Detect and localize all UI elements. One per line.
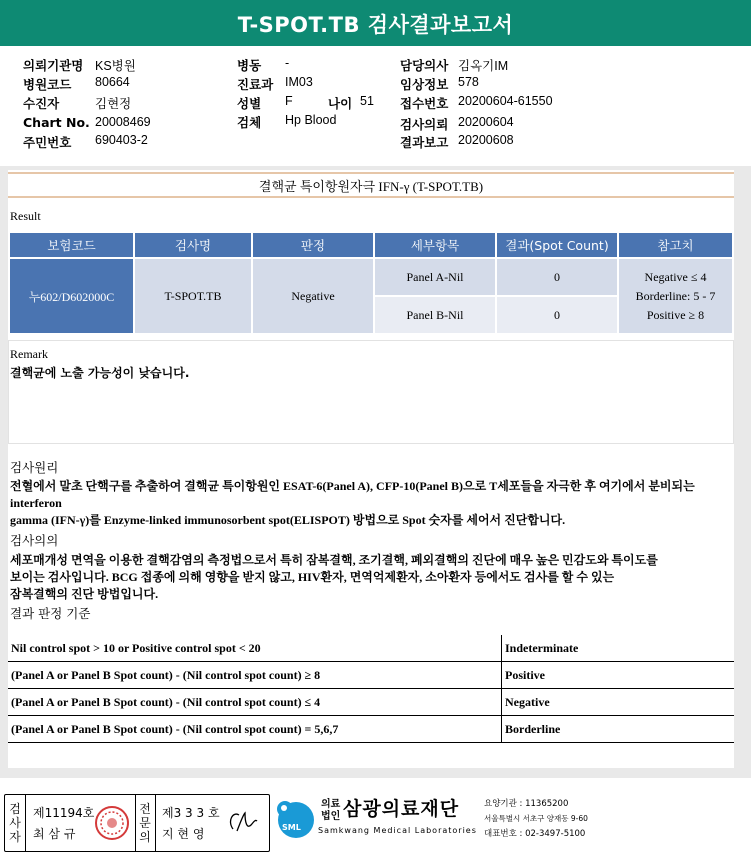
table-row: Nil control spot > 10 or Positive control spot < 20 Indeterminate (8, 635, 734, 662)
info-age-label: 나이 (328, 96, 353, 111)
examiner-name: 최 삼 규 (33, 827, 76, 841)
info-specimen-label: 검체 (237, 115, 262, 130)
info-report-value: 20200608 (458, 133, 514, 147)
judgement-cell: Negative (252, 258, 374, 334)
info-request-value: 20200604 (458, 115, 514, 129)
reference-cell (618, 258, 733, 334)
info-receipt-label: 접수번호 (400, 96, 449, 111)
report-title: T-SPOT.TB 검사결과보고서 (0, 0, 751, 46)
signature-box (4, 794, 270, 852)
principle-label: 검사원리 (10, 460, 59, 475)
info-hospital-code-value: 80664 (95, 75, 130, 89)
criteria-label: 결과 판정 기준 (10, 606, 91, 621)
reference-negative: Negative ≤ 4 (644, 269, 707, 284)
info-ward-label: 병동 (237, 58, 262, 73)
table-row: (Panel A or Panel B Spot count) - (Nil control spot count) ≤ 4 Negative (8, 689, 734, 716)
result-label: Result (10, 209, 41, 223)
specialist-label: 전문의 (139, 802, 151, 844)
header-detail-item: 세부항목 (374, 232, 496, 258)
examiner-label: 검사자 (9, 802, 21, 844)
info-rrn-label: 주민번호 (23, 135, 72, 150)
significance-text: 세포매개성 면역을 이용한 결핵감염의 측정법으로서 특히 잠복결핵, 조기결핵, 폐외결핵의 진단에 매우 높은 민감도와 특이도를 보이는 검사입니다. BCG 접종에 의해 영향을 받지 않고, HIV환자, 면역억제환자, 소아환자 등에서도 검사를 할 수 있는 잠복결핵의 진단 방법입니다. (10, 553, 658, 601)
info-doctor-label: 담당의사 (400, 58, 449, 73)
lab-phone: 대표번호 : 02-3497-5100 (484, 829, 586, 839)
criteria-table (8, 635, 734, 743)
info-sex-value: F (285, 94, 293, 108)
spot-count-cell: 0 (496, 258, 618, 296)
section-title: 결핵균 특이항원자극 IFN-γ (T-SPOT.TB) (258, 179, 484, 194)
info-chart-value: 20008469 (95, 115, 151, 129)
examiner-number: 제11194호 (33, 806, 95, 820)
info-hospital: 의뢰기관명 (23, 58, 84, 73)
info-dept-label: 진료과 (237, 77, 274, 92)
info-patient-label: 수진자 (23, 96, 60, 111)
info-rrn-value: 690403-2 (95, 133, 148, 147)
org-type: 의료 법인 (321, 799, 341, 822)
result-table (8, 231, 734, 335)
info-doctor-value: 김옥기IM (458, 59, 509, 73)
result-header-row (9, 232, 733, 258)
spot-count-cell: 0 (496, 296, 618, 334)
specialist-number: 제3 3 3 호 (162, 806, 220, 820)
info-report-label: 결과보고 (400, 135, 449, 150)
info-specimen-value: Hp Blood (285, 113, 337, 127)
lab-address: 서울특별시 서초구 양재동 9-60 (484, 814, 588, 823)
top-rule (8, 172, 734, 174)
info-receipt-value: 20200604-61550 (458, 94, 553, 108)
test-name-cell: T-SPOT.TB (134, 258, 252, 334)
info-clinical-label: 임상정보 (400, 77, 449, 92)
info-ward-value: - (285, 56, 290, 70)
org-name: 삼광의료재단 (343, 798, 460, 820)
lab-number: 요양기관 : 11365200 (484, 799, 569, 809)
sml-logo-icon (272, 796, 316, 840)
patient-info-panel (0, 50, 751, 166)
significance-label: 검사의의 (10, 533, 59, 548)
detail-item-cell: Panel A-Nil (374, 258, 496, 296)
header-reference: 참고치 (618, 232, 733, 258)
header-spot-count: 결과(Spot Count) (496, 232, 618, 258)
specialist-name: 지 현 영 (162, 827, 205, 841)
table-row: (Panel A or Panel B Spot count) - (Nil control spot count) = 5,6,7 Borderline (8, 716, 734, 743)
info-age-value: 51 (360, 94, 374, 108)
info-patient-value: 김현정 (95, 97, 132, 111)
table-row: (Panel A or Panel B Spot count) - (Nil control spot count) ≥ 8 Positive (8, 662, 734, 689)
reference-borderline: Borderline: 5 - 7 (635, 288, 716, 303)
seal-stamp-icon (94, 805, 130, 841)
info-hospital-value: KS병원 (95, 59, 136, 73)
remark-text: 결핵균에 노출 가능성이 낮습니다. (10, 366, 190, 380)
remark-label: Remark (10, 347, 48, 361)
info-hospital-code-label: 병원코드 (23, 77, 72, 92)
logo-text: SML (282, 823, 301, 832)
insurance-code-cell: 누602/D602000C (9, 258, 134, 334)
org-name-english: Samkwang Medical Laboratories (318, 826, 477, 835)
header-test-name: 검사명 (134, 232, 252, 258)
signature-icon (225, 807, 261, 837)
info-request-label: 검사의뢰 (400, 117, 449, 132)
detail-item-cell: Panel B-Nil (374, 296, 496, 334)
info-clinical-value: 578 (458, 75, 479, 89)
info-sex-label: 성별 (237, 96, 262, 111)
section-rule (8, 196, 734, 198)
info-dept-value: IM03 (285, 75, 313, 89)
reference-positive: Positive ≥ 8 (646, 307, 705, 322)
principle-text: 전혈에서 말초 단핵구를 추출하여 결핵균 특이항원인 ESAT-6(Panel A), CFP-10(Panel B)으로 T세포들을 자극한 후 여기에서 분비되는 interferon gamma (IFN-γ)를 Enzyme-linked immunosorbent spot(ELISPOT) 방법으로 Spot 숫자를 세어서 진단합니다. (10, 479, 695, 527)
info-chart-label: Chart No. (23, 115, 90, 130)
header-judgement: 판정 (252, 232, 374, 258)
remark-box (8, 340, 734, 444)
table-row (9, 258, 733, 296)
header-insurance-code: 보험코드 (9, 232, 134, 258)
